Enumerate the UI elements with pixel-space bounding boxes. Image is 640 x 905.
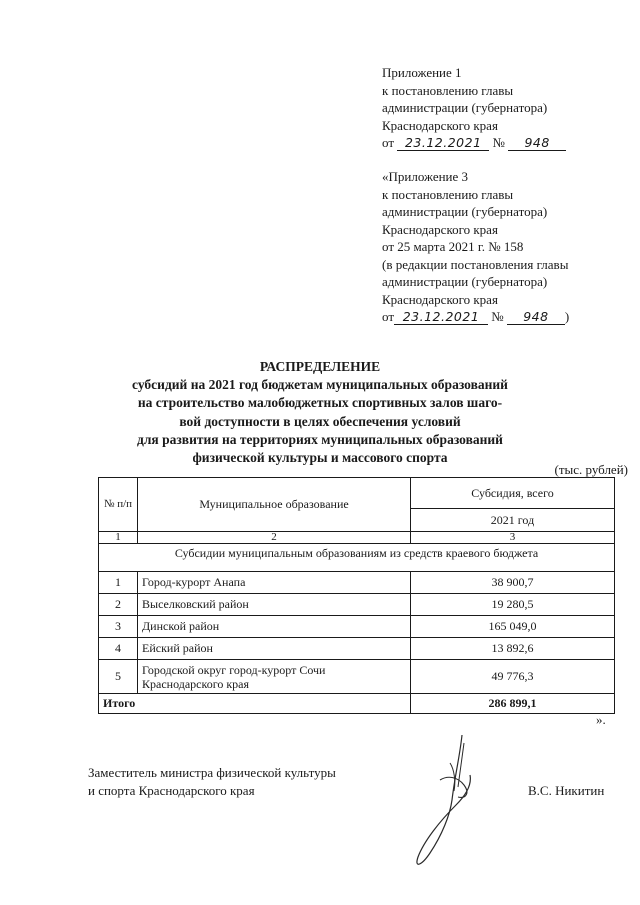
- title-heading: РАСПРЕДЕЛЕНИЕ: [259, 359, 381, 374]
- row-municipality: Динской район: [138, 616, 411, 638]
- signatory-name: В.С. Никитин: [528, 783, 605, 798]
- title-line-3: вой доступности в целях обеспечения условий: [179, 413, 461, 429]
- table-row: [99, 616, 615, 638]
- appendix-1-line4: Краснодарского края: [382, 117, 498, 133]
- appendix-3-line8: Краснодарского края: [382, 291, 498, 307]
- signatory-line-2: и спорта Краснодарского края: [88, 783, 255, 798]
- table-row: [99, 594, 615, 616]
- row-municipality-line-1: Городской округ город-курорт Сочи: [142, 662, 326, 677]
- signatory-position: [88, 764, 336, 800]
- row-municipality: Выселковский район: [138, 594, 411, 616]
- appendix-1-date: 23.12.2021: [397, 135, 489, 151]
- appendix-1-line2: к постановлению главы: [382, 82, 514, 98]
- closing-mark: ».: [596, 712, 606, 727]
- row-value: 19 280,5: [411, 594, 615, 616]
- row-municipality: Город-курорт Анапа: [138, 572, 411, 594]
- appendix-3-line5: от 25 марта 2021 г. № 158: [382, 239, 524, 254]
- header-municipality: Муниципальное образование: [138, 478, 411, 532]
- section-title: Субсидии муниципальным образованиям из средств краевого бюджета: [99, 544, 615, 572]
- appendix-3-date-line: [382, 308, 569, 326]
- row-number: 2: [99, 594, 138, 616]
- unit-label: (тыс. рублей): [554, 462, 628, 477]
- table-row: [99, 638, 615, 660]
- index-2: 2: [138, 532, 411, 544]
- appendix-3-line6: (в редакции постановления главы: [382, 256, 569, 272]
- appendix-3-number: 948: [507, 309, 565, 325]
- title-line-1: субсидий на 2021 год бюджетам муниципальных образований: [132, 377, 508, 393]
- table-total-row: [99, 694, 615, 714]
- header-subsidy: Субсидия, всего: [411, 478, 615, 509]
- signatory-line-1: Заместитель министра физической культуры: [88, 765, 336, 780]
- document-title: [0, 358, 640, 467]
- appendix-1-number: 948: [508, 135, 566, 151]
- row-number: 5: [99, 660, 138, 694]
- header-year: 2021 год: [411, 509, 615, 532]
- row-municipality: [138, 660, 411, 694]
- appendix-3-no: №: [491, 309, 504, 324]
- title-line-5: физической культуры и массового спорта: [192, 450, 448, 466]
- appendix-3-close: ): [564, 309, 570, 324]
- row-number: 3: [99, 616, 138, 638]
- row-value: 38 900,7: [411, 572, 615, 594]
- appendix-3-line4: Краснодарского края: [382, 221, 498, 237]
- title-line-4: для развития на территориях муниципальных образований: [137, 431, 503, 447]
- header-number: № п/п: [99, 478, 138, 532]
- table-row: [99, 660, 615, 694]
- index-1: 1: [99, 532, 138, 544]
- row-value: 13 892,6: [411, 638, 615, 660]
- handwritten-signature: [400, 725, 520, 875]
- appendix-1-no: №: [492, 135, 505, 150]
- appendix-3-line7: администрации (губернатора): [382, 274, 548, 289]
- row-municipality: Ейский район: [138, 638, 411, 660]
- appendix-1-title: Приложение 1: [382, 65, 462, 80]
- subsidy-table: [98, 477, 615, 714]
- appendix-3-block: [382, 168, 569, 326]
- appendix-1-block: [382, 64, 566, 152]
- total-label: Итого: [99, 694, 411, 714]
- row-municipality-line-2: Краснодарского края: [142, 676, 250, 691]
- table-section-row: [99, 544, 615, 572]
- appendix-1-from: от: [382, 135, 395, 150]
- appendix-3-title: «Приложение 3: [382, 169, 469, 184]
- appendix-3-line3: администрации (губернатора): [382, 204, 548, 219]
- table-index-row: [99, 532, 615, 544]
- table-row: [99, 572, 615, 594]
- appendix-3-from: от: [382, 309, 395, 324]
- appendix-3-line2: к постановлению главы: [382, 186, 514, 202]
- total-value: 286 899,1: [411, 694, 615, 714]
- appendix-1-date-line: [382, 134, 566, 152]
- title-line-2: на строительство малобюджетных спортивных залов шаго-: [137, 395, 503, 411]
- appendix-3-date: 23.12.2021: [394, 309, 488, 325]
- row-value: 49 776,3: [411, 660, 615, 694]
- row-number: 4: [99, 638, 138, 660]
- row-number: 1: [99, 572, 138, 594]
- table-header-row: [99, 478, 615, 509]
- row-value: 165 049,0: [411, 616, 615, 638]
- index-3: 3: [411, 532, 615, 544]
- appendix-1-line3: администрации (губернатора): [382, 100, 548, 115]
